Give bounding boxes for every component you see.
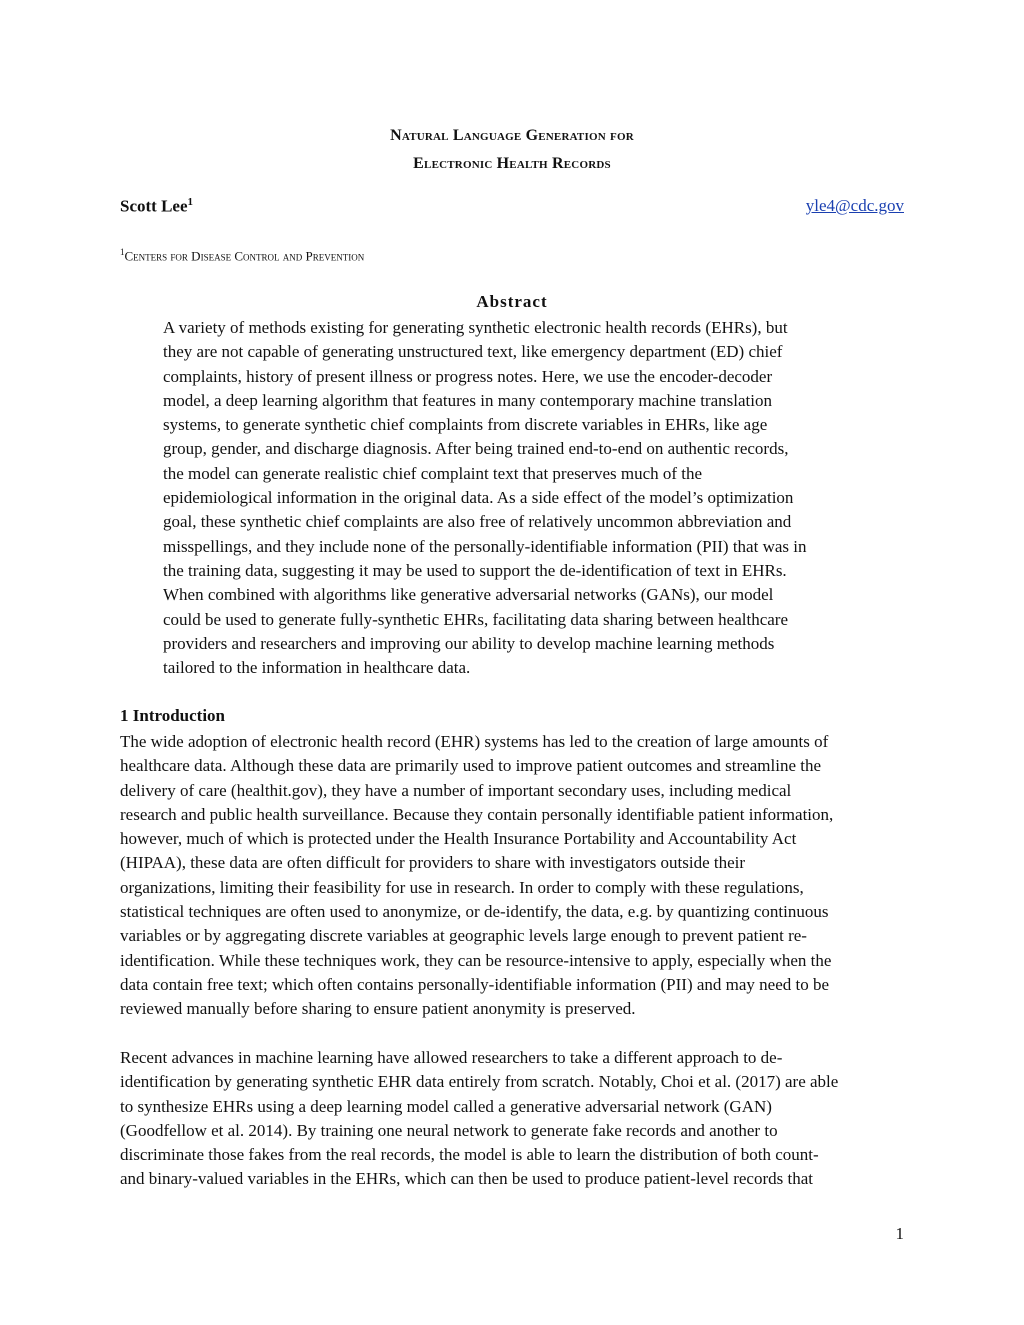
abstract-line: providers and researchers and improving our ability to develop machine learning methods (163, 633, 775, 653)
author-name (120, 196, 193, 217)
affiliation (120, 247, 364, 264)
author-email-link[interactable]: yle4@cdc.gov (805, 196, 904, 215)
abstract-line: group, gender, and discharge diagnosis. After being trained end-to-end on authentic records, (163, 439, 789, 459)
abstract-line: systems, to generate synthetic chief complaints from discrete variables in EHRs, like age (163, 415, 768, 435)
paragraph-line: and binary-valued variables in the EHRs, which can then be used to produce patient-level records that (120, 1169, 813, 1189)
paragraph-line: delivery of care (healthit.gov), they have a number of important secondary uses, including medical (120, 780, 792, 800)
paragraph-line: however, much of which is protected under the Health Insurance Portability and Accountability Act (120, 829, 797, 849)
abstract-line: tailored to the information in healthcare data. (163, 658, 471, 678)
author-name-text: Scott Lee (120, 196, 188, 216)
paragraph-line: Recent advances in machine learning have allowed researchers to take a different approach to de- (120, 1048, 783, 1067)
abstract-line: A variety of methods existing for generating synthetic electronic health records (EHRs), but (163, 318, 788, 337)
abstract-line: misspellings, and they include none of the personally-identifiable information (PII) that was in (163, 536, 807, 556)
paragraph-line: healthcare data. Although these data are primarily used to improve patient outcomes and streamline the (120, 756, 822, 776)
paragraph-line: data contain free text; which often contains personally-identifiable information (PII) and may need to be (120, 974, 830, 994)
intro-paragraph-2 (120, 1046, 910, 1192)
abstract-heading: Abstract (476, 292, 548, 311)
paragraph-line: (HIPAA), these data are often difficult for providers to share with investigators outside their (120, 853, 746, 873)
paragraph-line: variables or by aggregating discrete variables at geographic levels large enough to prevent patient re- (120, 926, 807, 946)
paragraph-line: identification. While these techniques work, they can be resource-intensive to apply, especially when the (120, 950, 832, 970)
abstract-line: model, a deep learning algorithm that features in many contemporary machine translation (163, 390, 772, 410)
section-heading-introduction: 1 Introduction (120, 706, 226, 725)
abstract-line: the training data, suggesting it may be used to support the de-identification of text in EHRs. (163, 560, 787, 580)
affiliation-text: Centers for Disease Control and Prevention (124, 248, 365, 264)
affiliation-superscript: 1 (120, 247, 125, 257)
author-row (120, 196, 904, 222)
abstract-line: they are not capable of generating unstructured text, like emergency department (ED) chief (163, 342, 783, 362)
abstract-body (163, 316, 868, 680)
abstract-line: When combined with algorithms like generative adversarial networks (GANs), our model (163, 585, 774, 605)
paragraph-line: identification by generating synthetic EHR data entirely from scratch. Notably, Choi et al. (2017) are able (120, 1072, 839, 1092)
paragraph-line: discriminate those fakes from the real records, the model is able to learn the distribution of both count- (120, 1145, 819, 1165)
paragraph-line: The wide adoption of electronic health record (EHR) systems has led to the creation of large amounts of (120, 732, 829, 751)
abstract-line: the model can generate realistic chief complaint text that preserves much of the (163, 463, 703, 483)
paragraph-line: reviewed manually before sharing to ensure patient anonymity is preserved. (120, 999, 636, 1019)
page-number: 1 (895, 1224, 904, 1243)
abstract-line: goal, these synthetic chief complaints are also free of relatively uncommon abbreviation and (163, 512, 792, 532)
abstract-line: epidemiological information in the original data. As a side effect of the model’s optimization (163, 488, 794, 508)
paragraph-line: research and public health surveillance. Because they contain personally identifiable patient information, (120, 804, 834, 824)
paragraph-line: (Goodfellow et al. 2014). By training one neural network to generate fake records and another to (120, 1120, 778, 1140)
paragraph-line: to synthesize EHRs using a deep learning model called a generative adversarial network (GAN) (120, 1096, 772, 1116)
title-line-2: Electronic Health Records (413, 155, 611, 172)
abstract-line: could be used to generate fully-synthetic EHRs, facilitating data sharing between healthcare (163, 609, 788, 629)
abstract-line: complaints, history of present illness or progress notes. Here, we use the encoder-decoder (163, 366, 773, 386)
paper-title (0, 122, 1024, 178)
paragraph-line: statistical techniques are often used to anonymize, or de-identify, the data, e.g. by quantizing continuous (120, 902, 829, 922)
intro-paragraph-1 (120, 730, 910, 1022)
paragraph-line: organizations, limiting their feasibility for use in research. In order to comply with these regulations, (120, 877, 804, 897)
author-superscript: 1 (187, 196, 194, 208)
title-line-1: Natural Language Generation for (390, 127, 634, 144)
